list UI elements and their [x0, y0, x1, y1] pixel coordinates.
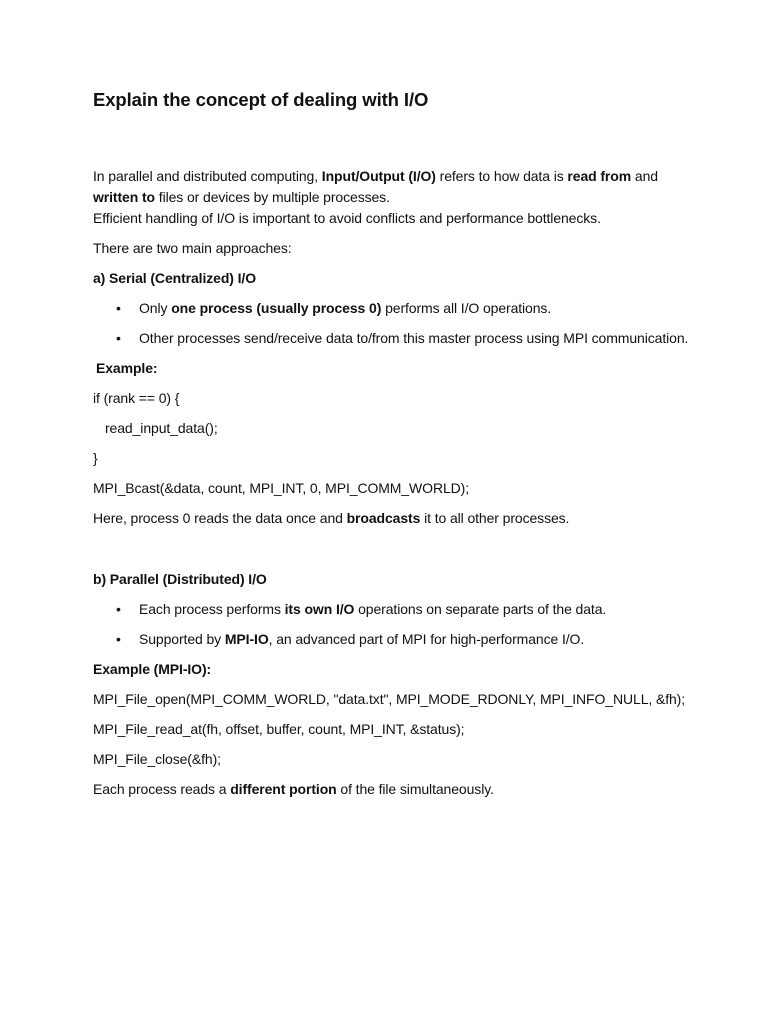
note-text: Each process reads a — [93, 781, 231, 797]
bullet-bold: MPI-IO — [224, 631, 269, 647]
page-title: Explain the concept of dealing with I/O — [93, 89, 429, 110]
bullet-bold: its own I/O — [284, 601, 355, 617]
parallel-example-label: Example (MPI-IO): — [93, 661, 212, 677]
list-item — [93, 328, 693, 349]
serial-note — [93, 508, 693, 529]
serial-bullet-list — [93, 298, 693, 349]
code-line: read_input_data(); — [105, 420, 218, 436]
parallel-heading: b) Parallel (Distributed) I/O — [93, 571, 267, 587]
serial-heading: a) Serial (Centralized) I/O — [93, 270, 257, 286]
intro-text: In parallel and distributed computing, — [93, 168, 322, 184]
parallel-note — [93, 779, 693, 800]
bullet-bold: one process (usually process 0) — [171, 300, 382, 316]
bullet-icon: • — [116, 330, 121, 346]
document-page — [93, 86, 693, 800]
note-text: Here, process 0 reads the data once and — [93, 510, 347, 526]
intro-bold-io: Input/Output (I/O) — [321, 168, 436, 184]
list-item — [93, 599, 693, 620]
note-bold: different portion — [230, 781, 337, 797]
bullet-text: , an advanced part of MPI for high-performance I/O. — [268, 631, 585, 647]
bullet-text: Only — [139, 300, 172, 316]
bullet-text: Supported by — [139, 631, 225, 647]
code-line: if (rank == 0) { — [93, 390, 180, 406]
code-line: MPI_File_close(&fh); — [93, 751, 221, 767]
intro-text: files or devices by multiple processes. — [155, 189, 390, 205]
intro-text: refers to how data is — [435, 168, 568, 184]
bullet-icon: • — [116, 300, 121, 316]
intro-paragraph — [93, 166, 693, 229]
note-text: of the file simultaneously. — [336, 781, 494, 797]
bullet-text: performs all I/O operations. — [381, 300, 552, 316]
intro-bold-write: written to — [93, 189, 155, 205]
bullet-icon: • — [116, 631, 121, 647]
list-item — [93, 629, 693, 650]
note-text: it to all other processes. — [420, 510, 570, 526]
bullet-icon: • — [116, 601, 121, 617]
intro-bold-read: read from — [567, 168, 632, 184]
serial-example-label: Example: — [96, 360, 158, 376]
code-line: MPI_File_read_at(fh, offset, buffer, count, MPI_INT, &status); — [93, 721, 465, 737]
code-line: } — [93, 450, 98, 466]
code-line: MPI_Bcast(&data, count, MPI_INT, 0, MPI_COMM_WORLD); — [93, 480, 470, 496]
bullet-text: Each process performs — [139, 601, 285, 617]
parallel-bullet-list — [93, 599, 693, 650]
approaches-intro: There are two main approaches: — [93, 240, 292, 256]
bullet-text: operations on separate parts of the data. — [354, 601, 607, 617]
bullet-text: Other processes send/receive data to/from this master process using MPI communication. — [139, 330, 689, 346]
intro-line-2: Efficient handling of I/O is important to avoid conflicts and performance bottlenecks. — [93, 210, 601, 226]
note-bold: broadcasts — [346, 510, 421, 526]
code-line: MPI_File_open(MPI_COMM_WORLD, "data.txt", MPI_MODE_RDONLY, MPI_INFO_NULL, &fh); — [93, 691, 686, 707]
intro-text: and — [631, 168, 658, 184]
list-item — [93, 298, 693, 319]
